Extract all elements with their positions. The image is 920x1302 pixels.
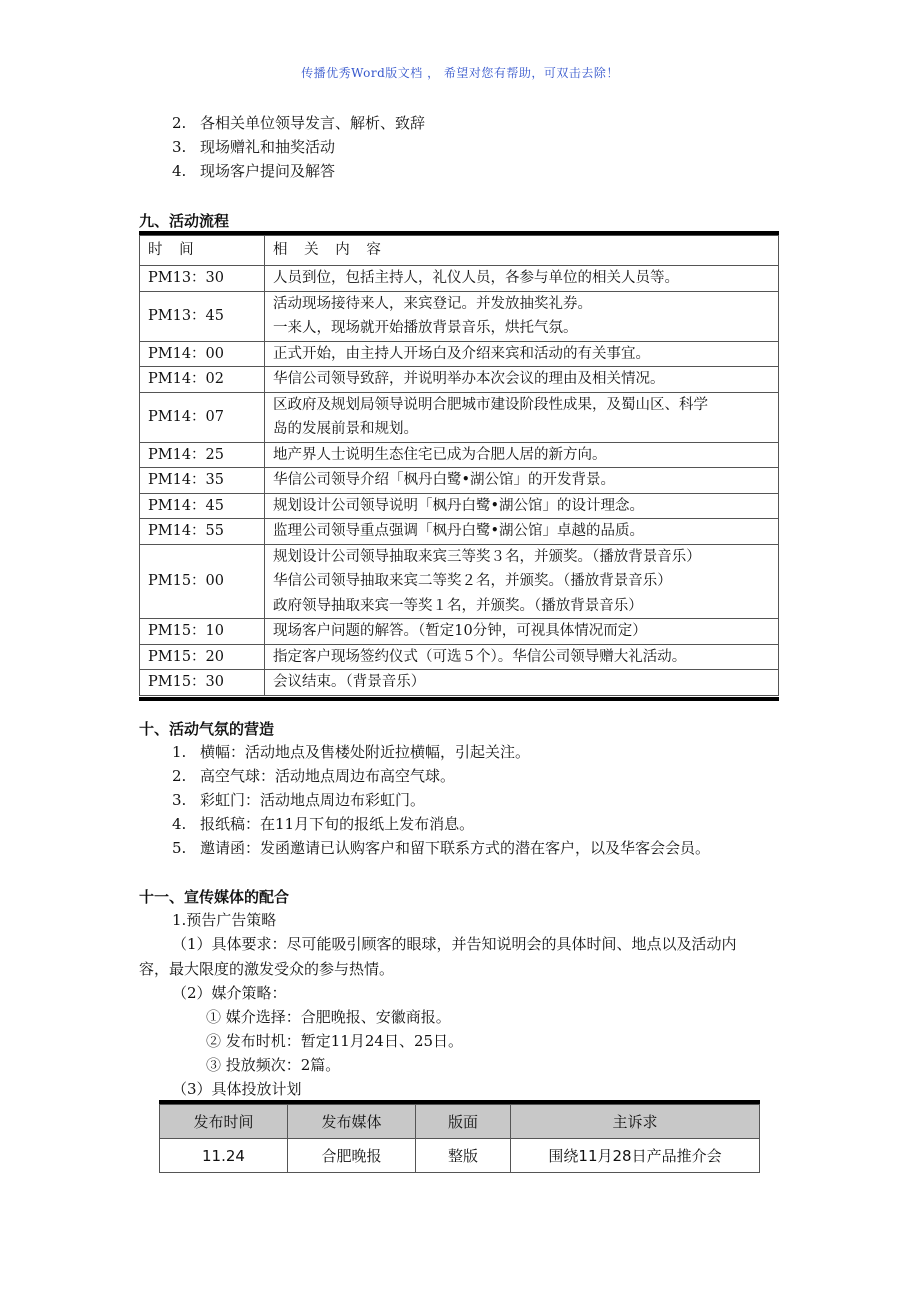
- flow-content-line: 活动现场接待来人，来宾登记。并发放抽奖礼券。: [273, 295, 592, 312]
- flow-time-cell: PM14：00: [140, 341, 265, 367]
- flow-content-line: 正式开始，由主持人开场白及介绍来宾和活动的有关事宜。: [273, 345, 650, 362]
- flow-content-cell: [265, 392, 779, 442]
- flow-content-cell: [265, 619, 779, 645]
- list-item: 2. 高空气球：活动地点周边布高空气球。: [172, 767, 456, 785]
- flow-content-cell: [265, 644, 779, 670]
- section-10-list: [172, 740, 710, 860]
- header-note: 传播优秀Word版文档 ， 希望对您有帮助，可双击去除！: [301, 66, 619, 80]
- flow-row: [140, 493, 779, 519]
- media-cell: 整版: [416, 1139, 511, 1173]
- list-item: 2. 各相关单位领导发言、解析、致辞: [172, 114, 426, 132]
- list-item: 4. 现场客户提问及解答: [172, 162, 336, 180]
- media-header-cell: 主诉求: [511, 1105, 760, 1139]
- strategy-item: ① 媒介选择：合肥晚报、安徽商报。: [206, 1008, 451, 1026]
- section-9-title: 九、活动流程: [139, 212, 230, 230]
- media-cell: 11.24: [160, 1139, 288, 1173]
- media-row: [160, 1139, 760, 1173]
- strategy-title: （2）媒介策略：: [172, 984, 287, 1002]
- flow-time-cell: PM13：30: [140, 266, 265, 292]
- flow-time-cell: PM15：00: [140, 544, 265, 619]
- flow-row: [140, 468, 779, 494]
- flow-content-cell: [265, 442, 779, 468]
- flow-content-line: 指定客户现场签约仪式（可选５个）。华信公司领导赠大礼活动。: [273, 648, 687, 665]
- flow-content-cell: [265, 291, 779, 341]
- header-time: 时 间: [140, 236, 265, 266]
- flow-time-cell: PM15：30: [140, 670, 265, 696]
- flow-content-line: 华信公司领导抽取来宾二等奖２名，并颁奖。（播放背景音乐）: [273, 573, 672, 589]
- flow-time-cell: PM15：10: [140, 619, 265, 645]
- media-table: [159, 1104, 760, 1173]
- flow-content-line: 地产界人士说明生态住宅已成为合肥人居的新方向。: [273, 446, 607, 463]
- flow-row: [140, 392, 779, 442]
- flow-row: [140, 442, 779, 468]
- list-item: 3. 彩虹门：活动地点周边布彩虹门。: [172, 791, 426, 809]
- section-10-title: 十、活动气氛的营造: [139, 720, 275, 738]
- media-header-cell: 发布时间: [160, 1105, 288, 1139]
- list-item: 4. 报纸稿：在11月下旬的报纸上发布消息。: [172, 815, 475, 833]
- flow-content-cell: [265, 468, 779, 494]
- flow-content-line: 现场客户问题的解答。（暂定10分钟，可视具体情况而定）: [273, 623, 647, 639]
- flow-content-cell: [265, 519, 779, 545]
- flow-row: [140, 544, 779, 619]
- list-item: 5. 邀请函：发函邀请已认购客户和留下联系方式的潜在客户，以及华客会会员。: [172, 839, 711, 857]
- flow-table: [139, 235, 779, 696]
- flow-content-line: 华信公司领导介绍「枫丹白鹭•湖公馆」的开发背景。: [273, 472, 616, 488]
- flow-content-line: 规划设计公司领导说明「枫丹白鹭•湖公馆」的设计理念。: [273, 497, 645, 514]
- header-content: 相 关 内 容: [265, 236, 779, 266]
- flow-content-line: 岛的发展前景和规划。: [273, 421, 418, 437]
- media-cell: 合肥晚报: [288, 1139, 416, 1173]
- flow-time-cell: PM14：25: [140, 442, 265, 468]
- requirement-line-2: 容，最大限度的激发受众的参与热情。: [139, 960, 395, 978]
- flow-row: [140, 644, 779, 670]
- media-header-cell: 版面: [416, 1105, 511, 1139]
- flow-time-cell: PM14：35: [140, 468, 265, 494]
- sub-heading-1: 1.预告广告策略: [172, 911, 277, 929]
- flow-content-cell: [265, 341, 779, 367]
- strategy-item: ③ 投放频次：2篇。: [206, 1056, 341, 1074]
- flow-content-line: 华信公司领导致辞，并说明举办本次会议的理由及相关情况。: [273, 371, 665, 387]
- flow-content-cell: [265, 266, 779, 292]
- flow-time-cell: PM15：20: [140, 644, 265, 670]
- flow-row: [140, 519, 779, 545]
- flow-content-cell: [265, 493, 779, 519]
- flow-content-line: 规划设计公司领导抽取来宾三等奖３名，并颁奖。（播放背景音乐）: [273, 548, 701, 565]
- media-table-wrapper: [159, 1100, 760, 1173]
- table-header-row: [140, 236, 779, 266]
- flow-content-cell: [265, 367, 779, 393]
- flow-content-line: 一来人，现场就开始播放背景音乐，烘托气氛。: [273, 320, 578, 336]
- flow-row: [140, 367, 779, 393]
- media-header-cell: 发布媒体: [288, 1105, 416, 1139]
- flow-row: [140, 341, 779, 367]
- section-11-title: 十一、宣传媒体的配合: [139, 888, 290, 906]
- flow-row: [140, 619, 779, 645]
- flow-content-line: 区政府及规划局领导说明合肥城市建设阶段性成果，及蜀山区、科学: [273, 396, 708, 413]
- list-item: 3. 现场赠礼和抽奖活动: [172, 138, 336, 156]
- strategy-item: ② 发布时机：暂定11月24日、25日。: [206, 1032, 464, 1050]
- flow-row: [140, 670, 779, 696]
- flow-time-cell: PM14：55: [140, 519, 265, 545]
- media-header-row: [160, 1105, 760, 1139]
- list-item: 1. 横幅：活动地点及售楼处附近拉横幅，引起关注。: [172, 743, 531, 761]
- top-list: [172, 111, 425, 183]
- flow-row: [140, 266, 779, 292]
- flow-time-cell: PM14：45: [140, 493, 265, 519]
- flow-time-cell: PM14：07: [140, 392, 265, 442]
- flow-table-wrapper: [139, 231, 779, 701]
- flow-content-line: 会议结束。（背景音乐）: [273, 674, 426, 690]
- plan-title: （3）具体投放计划: [172, 1080, 302, 1098]
- flow-content-cell: [265, 544, 779, 619]
- flow-content-cell: [265, 670, 779, 696]
- flow-time-cell: PM13：45: [140, 291, 265, 341]
- flow-content-line: 监理公司领导重点强调「枫丹白鹭•湖公馆」卓越的品质。: [273, 523, 645, 539]
- media-cell: 围绕11月28日产品推介会: [511, 1139, 760, 1173]
- flow-content-line: 政府领导抽取来宾一等奖１名，并颁奖。（播放背景音乐）: [273, 597, 643, 614]
- table-bottom-rule: [139, 697, 779, 701]
- requirement-line-1: （1）具体要求：尽可能吸引顾客的眼球，并告知说明会的具体时间、地点以及活动内: [172, 935, 737, 953]
- flow-content-line: 人员到位，包括主持人，礼仪人员，各参与单位的相关人员等。: [273, 270, 679, 286]
- flow-time-cell: PM14：02: [140, 367, 265, 393]
- flow-row: [140, 291, 779, 341]
